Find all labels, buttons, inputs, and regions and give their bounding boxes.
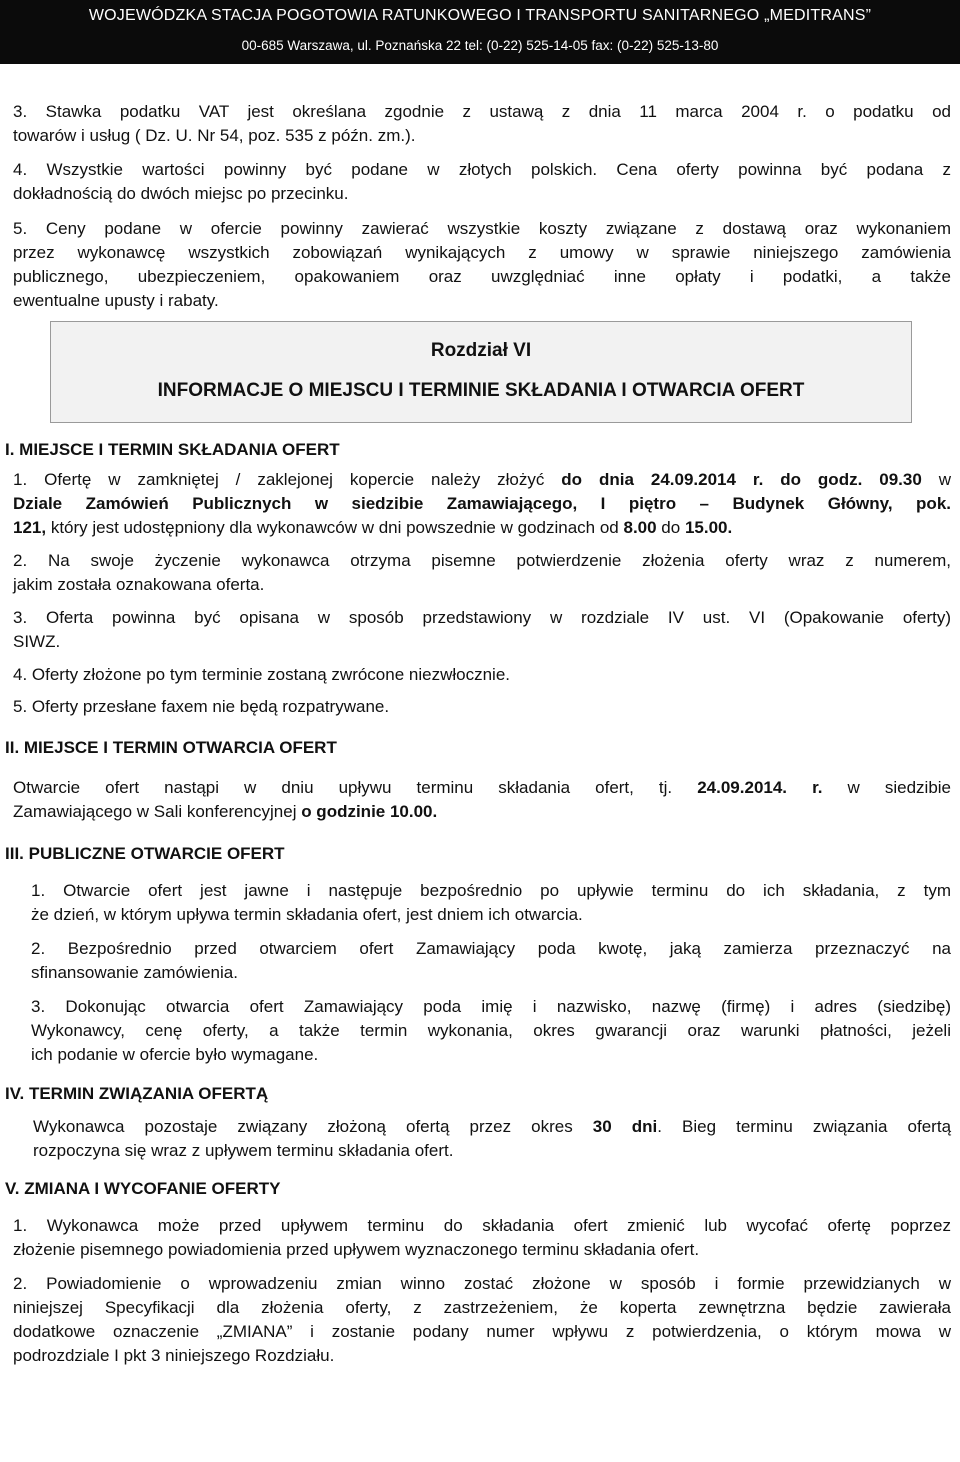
opening-date: 24.09.2014. r. bbox=[697, 778, 823, 797]
hour-to: 15.00. bbox=[684, 518, 733, 537]
line: Wykonawcy, cenę oferty, a także termin wykonania, okres gwarancji oraz warunki płatności, jeżeli bbox=[31, 1021, 951, 1040]
line: 3. Stawka podatku VAT jest określana zgodnie z ustawą z dnia 11 marca 2004 r. o podatku od bbox=[13, 102, 951, 121]
line: towarów i usług ( Dz. U. Nr 54, poz. 535 z późn. zm.). bbox=[13, 126, 416, 145]
chapter-box bbox=[50, 321, 912, 423]
line bbox=[33, 1115, 951, 1139]
opening-time: o godzinie 10.00. bbox=[301, 802, 438, 821]
line bbox=[13, 776, 951, 800]
section-heading: III. PUBLICZNE OTWARCIE OFERT bbox=[5, 844, 285, 863]
line: Dziale Zamówień Publicznych w siedzibie Zamawiającego, I piętro – Budynek Główny, pok. bbox=[13, 494, 951, 513]
text: 1. Ofertę w zamkniętej / zaklejonej kopercie należy złożyć bbox=[13, 470, 562, 489]
deadline: do dnia 24.09.2014 r. do godz. 09.30 bbox=[561, 470, 922, 489]
paragraph bbox=[13, 776, 951, 824]
list-item: 4. Oferty złożone po tym terminie zostaną zwrócone niezwłocznie. bbox=[13, 665, 511, 684]
text: . Bieg terminu związania ofertą bbox=[657, 1117, 952, 1136]
list-item bbox=[13, 879, 951, 927]
line: 2. Bezpośrednio przed otwarciem ofert Zamawiający poda kwotę, jaką zamierza przeznaczyć na bbox=[31, 939, 951, 958]
line: 5. Ceny podane w ofercie powinny zawierać wszystkie koszty związane z dostawą oraz wykonaniem bbox=[13, 219, 951, 238]
list-item bbox=[13, 606, 951, 654]
line: 3. Dokonując otwarcia ofert Zamawiający poda imię i nazwisko, nazwę (firmę) i adres (siedzibę) bbox=[31, 997, 951, 1016]
document-header bbox=[0, 0, 960, 64]
line bbox=[13, 516, 951, 540]
line: SIWZ. bbox=[13, 632, 61, 651]
line: 1. Otwarcie ofert jest jawne i następuje bezpośrednio po upływie terminu do ich składania, z tym bbox=[31, 881, 951, 900]
section-heading: V. ZMIANA I WYCOFANIE OFERTY bbox=[5, 1179, 281, 1198]
text: Zamawiającego w Sali konferencyjnej bbox=[13, 802, 302, 821]
section-heading: II. MIEJSCE I TERMIN OTWARCIA OFERT bbox=[5, 738, 337, 757]
line: że dzień, w którym upływa termin składania ofert, jest dniem ich otwarcia. bbox=[31, 905, 583, 924]
line: dodatkowe oznaczenie „ZMIANA” i zostanie podany numer wpływu z potwierdzenia, o którym mowa w bbox=[13, 1322, 951, 1341]
organization-name: WOJEWÓDZKA STACJA POGOTOWIA RATUNKOWEGO I TRANSPORTU SANITARNEGO „MEDITRANS” bbox=[88, 7, 872, 24]
line: złożenie pisemnego powiadomienia przed upływem wyznaczonego terminu składania ofert. bbox=[13, 1240, 700, 1259]
line: sfinansowanie zamówienia. bbox=[31, 963, 238, 982]
line bbox=[13, 468, 951, 492]
line: przez wykonawcę wszystkich zobowiązań wynikających z umowy w sprawie niniejszego zamówienia bbox=[13, 243, 951, 262]
list-item bbox=[13, 1214, 951, 1262]
document-body bbox=[0, 100, 960, 1368]
paragraph-prices bbox=[13, 217, 951, 313]
chapter-title: INFORMACJE O MIEJSCU I TERMINIE SKŁADANIA I OTWARCIA OFERT bbox=[157, 380, 805, 401]
line: 1. Wykonawca może przed upływem terminu do składania ofert zmienić lub wycofać ofertę poprzez bbox=[13, 1216, 951, 1235]
text: Wykonawca pozostaje związany złożoną ofertą przez okres bbox=[33, 1117, 593, 1136]
text: Otwarcie ofert nastąpi w dniu upływu terminu składania ofert, tj. bbox=[13, 778, 698, 797]
line: niniejszej Specyfikacji dla złożenia oferty, z zastrzeżeniem, że koperta zewnętrzna będzie zawierała bbox=[13, 1298, 951, 1317]
line bbox=[13, 800, 951, 824]
list-item bbox=[13, 549, 951, 597]
line: ewentualne upusty i rabaty. bbox=[13, 291, 219, 310]
list-item bbox=[13, 468, 951, 540]
paragraph-currency bbox=[13, 158, 951, 206]
line: 4. Wszystkie wartości powinny być podane w złotych polskich. Cena oferty powinna być podana z bbox=[13, 160, 951, 179]
list-item bbox=[13, 937, 951, 985]
text: w bbox=[921, 470, 951, 489]
list-item bbox=[13, 1272, 951, 1368]
paragraph-vat bbox=[13, 100, 951, 148]
text: do bbox=[656, 518, 685, 537]
section-heading: IV. TERMIN ZWIĄZANIA OFERTĄ bbox=[5, 1084, 269, 1103]
binding-period: 30 dni bbox=[592, 1117, 658, 1136]
line: jakim została oznakowana oferta. bbox=[13, 575, 265, 594]
line: 2. Powiadomienie o wprowadzeniu zmian winno zostać złożone w sposób i formie przewidzianych w bbox=[13, 1274, 951, 1293]
line: rozpoczyna się wraz z upływem terminu składania ofert. bbox=[33, 1141, 454, 1160]
room-number: 121, bbox=[13, 518, 47, 537]
text: w siedzibie bbox=[822, 778, 952, 797]
paragraph bbox=[13, 1115, 951, 1163]
line: podrozdziale I pkt 3 niniejszego Rozdziału. bbox=[13, 1346, 335, 1365]
line: 3. Oferta powinna być opisana w sposób przedstawiony w rozdziale IV ust. VI (Opakowanie oferty) bbox=[13, 608, 951, 627]
text: który jest udostępniony dla wykonawców w dni powszednie w godzinach od bbox=[46, 518, 624, 537]
line: publicznego, ubezpieczeniem, opakowaniem oraz uwzględniać inne opłaty i podatki, a także bbox=[13, 267, 951, 286]
list-item bbox=[13, 995, 951, 1067]
chapter-label: Rozdział VI bbox=[430, 340, 532, 361]
line: ich podanie w ofercie było wymagane. bbox=[31, 1045, 319, 1064]
hour-from: 8.00 bbox=[623, 518, 657, 537]
list-item: 5. Oferty przesłane faxem nie będą rozpatrywane. bbox=[13, 697, 390, 716]
organization-address: 00-685 Warszawa, ul. Poznańska 22 tel: (0-22) 525-14-05 fax: (0-22) 525-13-80 bbox=[241, 38, 719, 53]
line: dokładnością do dwóch miejsc po przecinku. bbox=[13, 184, 349, 203]
line: 2. Na swoje życzenie wykonawca otrzyma pisemne potwierdzenie złożenia oferty wraz z numerem, bbox=[13, 551, 951, 570]
section-heading: I. MIEJSCE I TERMIN SKŁADANIA OFERT bbox=[5, 440, 340, 459]
